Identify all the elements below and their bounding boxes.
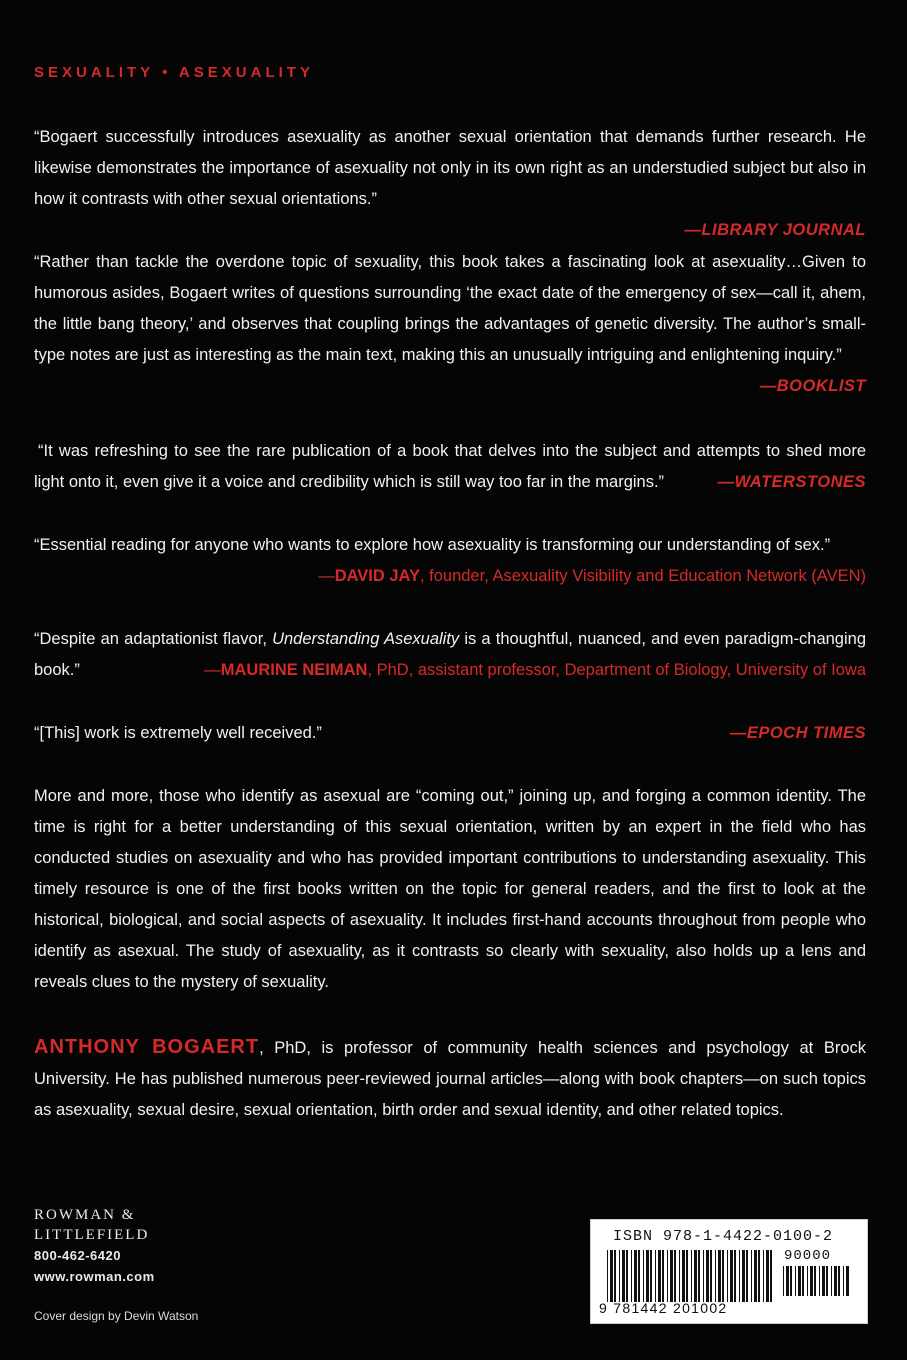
- barcode-bar: [706, 1250, 709, 1302]
- review-source: —LIBRARY JOURNAL: [684, 221, 866, 239]
- review-quote: “Essential reading for anyone who wants to explore how asexuality is transforming our understanding of sex.”: [34, 536, 831, 554]
- barcode-bar: [634, 1250, 637, 1302]
- barcode-bar: [682, 1250, 685, 1302]
- barcode-bar: [822, 1266, 825, 1296]
- barcode-bar: [751, 1250, 752, 1302]
- barcode-bar: [807, 1266, 808, 1296]
- barcode-bar: [703, 1250, 704, 1302]
- barcode-bar: [686, 1250, 688, 1302]
- barcode-bar: [694, 1250, 697, 1302]
- barcode-bar: [679, 1250, 680, 1302]
- barcode-bar: [770, 1250, 772, 1302]
- barcode-bar: [643, 1250, 644, 1302]
- barcode-bar: [610, 1250, 613, 1302]
- barcode-bar: [754, 1250, 757, 1302]
- isbn-barcode: [590, 1219, 868, 1324]
- reviewer-name: MAURINE NEIMAN: [220, 661, 368, 679]
- barcode-bar: [638, 1250, 640, 1302]
- barcode-bar: [650, 1250, 652, 1302]
- barcode-bar: [798, 1266, 801, 1296]
- barcode-bar: [722, 1250, 724, 1302]
- barcode-bar: [691, 1250, 692, 1302]
- review-quote: “[This] work is extremely well received.”: [34, 724, 322, 742]
- barcode-bar: [655, 1250, 656, 1302]
- author-name: ANTHONY BOGAERT: [34, 1036, 260, 1058]
- barcode-bar: [786, 1266, 789, 1296]
- review-source: —EPOCH TIMES: [729, 724, 866, 742]
- barcode-bar: [783, 1266, 784, 1296]
- barcode-bar: [795, 1266, 796, 1296]
- review-quote: “It was refreshing to see the rare publication of a book that delves into the subject and attempts to shed more light onto it, even give it a voice and credibility which is still way too far in the margins.”: [34, 442, 866, 491]
- barcode-bar: [843, 1266, 844, 1296]
- review-quote: “Bogaert successfully introduces asexuality as another sexual orientation that demands further research. He likewise demonstrates the importance of asexuality not only in its own right as an understudied subject but also in how it contrasts with other sexual orientations.”: [34, 128, 866, 208]
- barcode-bar: [810, 1266, 813, 1296]
- review-attribution: —DAVID JAY, founder, Asexuality Visibility and Education Network (AVEN): [318, 567, 866, 585]
- barcode-bar: [662, 1250, 664, 1302]
- publisher-logo: ROWMAN & LITTLEFIELD: [34, 1207, 150, 1243]
- barcode-bar: [746, 1250, 748, 1302]
- publisher-block: [34, 1205, 155, 1287]
- addon-barcode-bars: [783, 1266, 853, 1312]
- barcode-bar: [766, 1250, 769, 1302]
- review-source: —BOOKLIST: [759, 377, 866, 395]
- barcode-bar: [802, 1266, 804, 1296]
- barcode-bar: [758, 1250, 760, 1302]
- barcode-bar: [607, 1250, 608, 1302]
- barcode-bar: [715, 1250, 716, 1302]
- review-waterstones: [34, 436, 866, 498]
- barcode-bar: [674, 1250, 676, 1302]
- book-description: More and more, those who identify as asexual are “coming out,” joining up, and forging a common identity. The time is right for a better understanding of this sexual orientation, written by an expert in the field who has conducted studies on asexuality and who has provided important contributions to understanding asexuality. This timely resource is one of the first books written on the topic for general readers, and the first to look at the historical, biological, and social aspects of asexuality. It includes first-hand accounts throughout from people who identify as asexual. The study of asexuality, as it contrasts so clearly with sexuality, also holds up a lens and reveals clues to the mystery of sexuality.: [34, 787, 866, 991]
- publisher-phone: 800-462-6420: [34, 1248, 121, 1263]
- barcode-bar: [670, 1250, 673, 1302]
- barcode-bar: [790, 1266, 792, 1296]
- barcode-bar: [626, 1250, 628, 1302]
- barcode-bar: [619, 1250, 620, 1302]
- barcode-bar: [763, 1250, 764, 1302]
- review-source: —WATERSTONES: [717, 473, 866, 491]
- isbn-number: ISBN 978-1-4422-0100-2: [613, 1228, 834, 1245]
- barcode-bar: [622, 1250, 625, 1302]
- barcode-bar: [698, 1250, 700, 1302]
- publisher-website[interactable]: www.rowman.com: [34, 1269, 155, 1284]
- barcode-bar: [730, 1250, 733, 1302]
- book-title: Understanding Asexuality: [272, 630, 460, 648]
- barcode-bar: [614, 1250, 616, 1302]
- review-booklist: [34, 247, 866, 402]
- category-label: SEXUALITY • ASEXUALITY: [34, 64, 314, 81]
- review-library-journal: [34, 122, 866, 246]
- barcode-bar: [667, 1250, 668, 1302]
- barcode-bar: [739, 1250, 740, 1302]
- review-quote: “Rather than tackle the overdone topic of sexuality, this book takes a fascinating look at asexuality…Given to humorous asides, Bogaert writes of questions surrounding ‘the exact date of the emergency of sex—call it, ahem, the little bang theory,’ and observes that coupling brings the advantages of genetic diversity. The author’s small-type notes are just as interesting as the main text, making this an unusually intriguing and enlightening inquiry.”: [34, 253, 866, 364]
- barcode-bar: [826, 1266, 828, 1296]
- review-maurine-neiman: “Despite an adaptationist flavor, Understanding Asexuality is a thoughtful, nuanced, and even paradigm-changing book.” —MAURINE NEIMAN, PhD, assistant professor, Department of Biology, University of Iowa: [34, 624, 866, 686]
- barcode-bar: [831, 1266, 832, 1296]
- barcode-bars: [607, 1250, 777, 1302]
- barcode-bar: [734, 1250, 736, 1302]
- barcode-bar: [646, 1250, 649, 1302]
- author-bio: ANTHONY BOGAERT, PhD, is professor of community health sciences and psychology at Brock University. He has published numerous peer-reviewed journal articles—along with book chapters—on such topics as asexuality, sexual desire, sexual orientation, birth order and sexual identity, and other related topics.: [34, 1036, 866, 1119]
- reviewer-name: DAVID JAY: [334, 567, 420, 585]
- review-epoch-times: [34, 718, 866, 749]
- review-david-jay: [34, 530, 866, 592]
- barcode-bar: [838, 1266, 840, 1296]
- cover-credit: Cover design by Devin Watson: [34, 1309, 199, 1323]
- barcode-bar: [718, 1250, 721, 1302]
- barcode-bar: [727, 1250, 728, 1302]
- price-code: 90000: [784, 1248, 832, 1264]
- barcode-bar: [846, 1266, 849, 1296]
- barcode-bar: [658, 1250, 661, 1302]
- barcode-bar: [814, 1266, 816, 1296]
- barcode-bar: [819, 1266, 820, 1296]
- barcode-bar: [631, 1250, 632, 1302]
- barcode-digits: 9 781442 201002: [599, 1300, 728, 1316]
- review-attribution: —MAURINE NEIMAN, PhD, assistant professor, Department of Biology, University of Iowa: [204, 661, 866, 679]
- barcode-bar: [742, 1250, 745, 1302]
- barcode-bar: [710, 1250, 712, 1302]
- barcode-bar: [834, 1266, 837, 1296]
